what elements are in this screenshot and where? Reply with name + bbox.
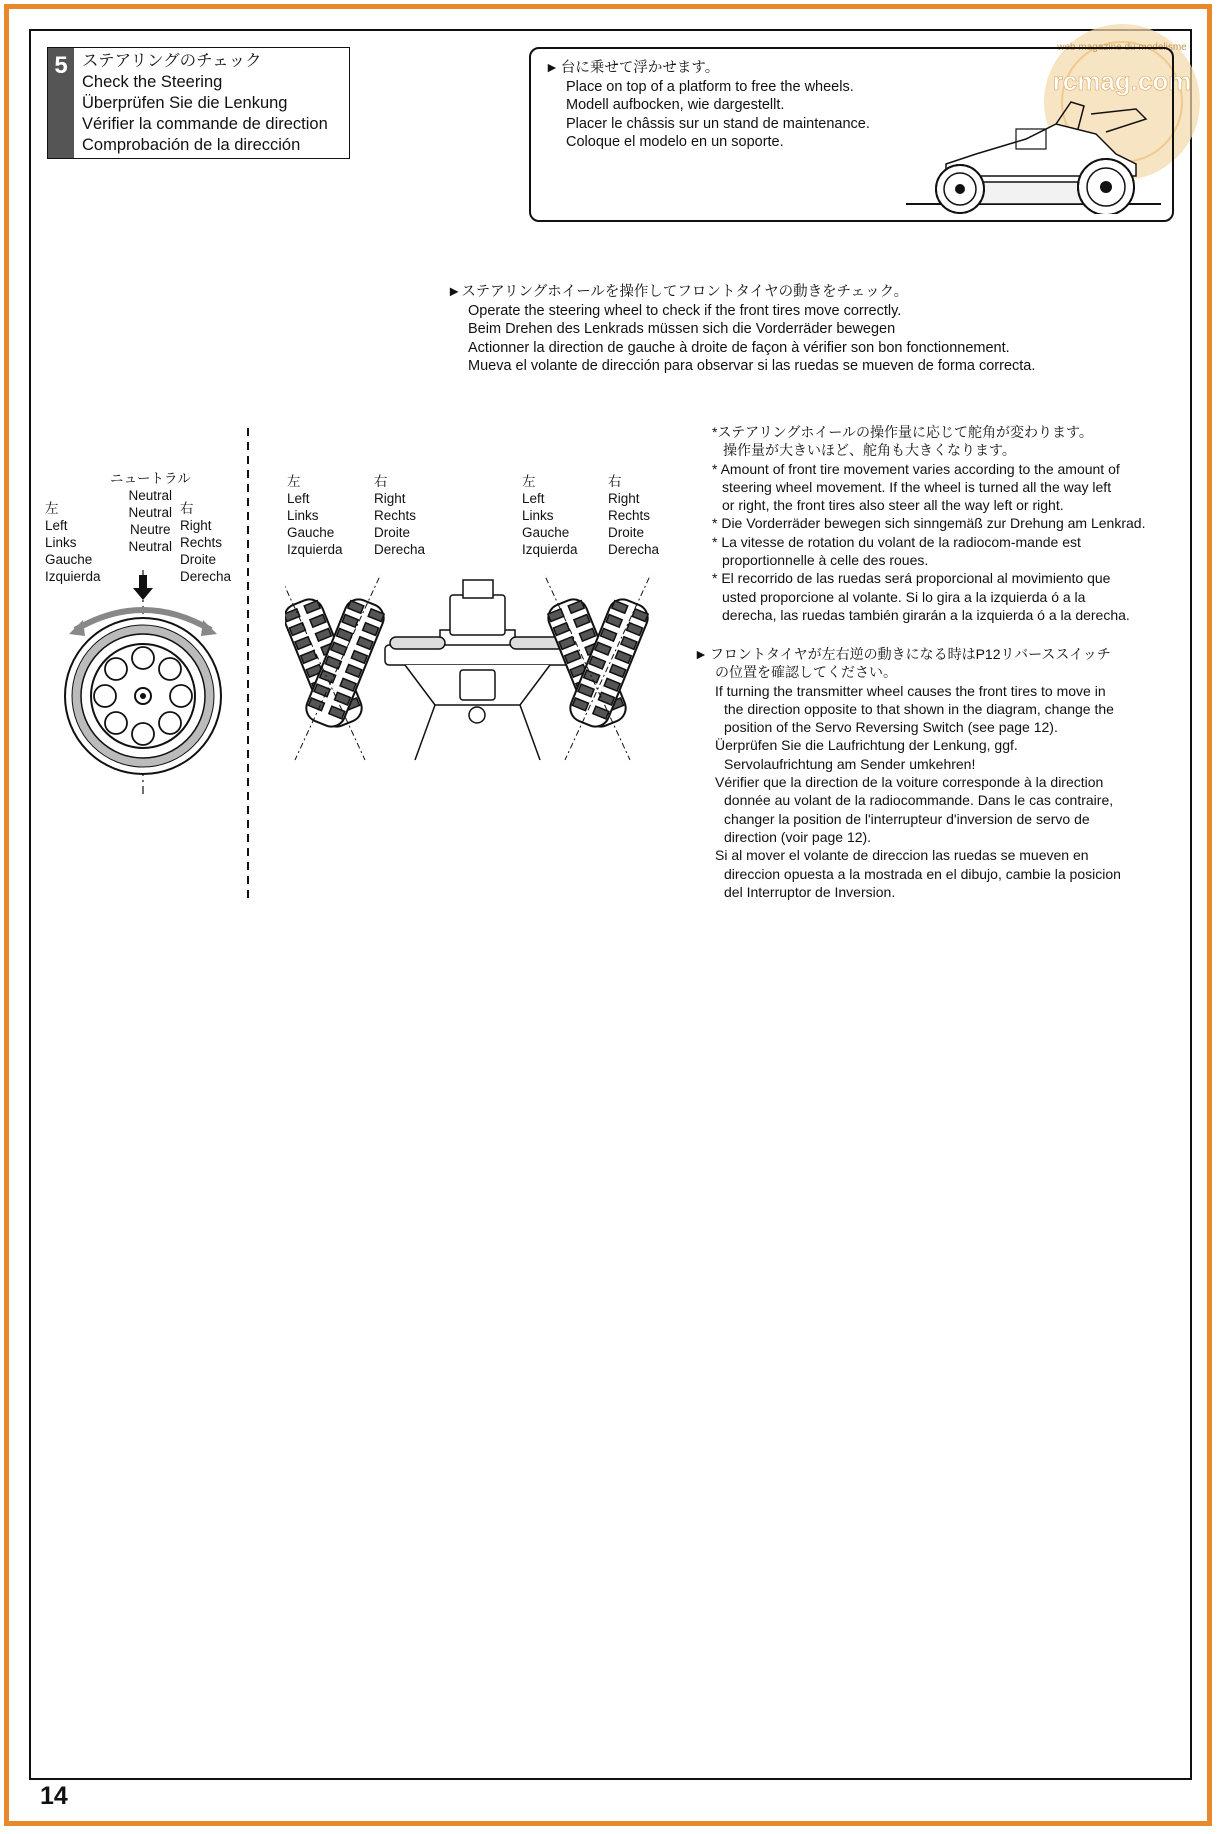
separator-line — [245, 428, 251, 898]
note-es-1: * El recorrido de las ruedas será proporcional al movimiento que — [712, 570, 1111, 587]
watermark-text: rcmag.com — [1052, 66, 1192, 96]
watermark-subtext: web magazine du modelisme — [1057, 42, 1187, 53]
reverse-en-1: If turning the transmitter wheel causes the front tires to move in — [715, 682, 1106, 699]
note-fr-1: * La vitesse de rotation du volant de la radiocom-mande est — [712, 533, 1081, 550]
step-title-es: Comprobación de la dirección — [82, 136, 301, 154]
steering-line-de: Beim Drehen des Lenkrads müssen sich die Vorderräder bewegen — [468, 321, 896, 337]
reverse-switch-note — [694, 645, 1121, 901]
reverse-de-2: Servolaufrichtung am Sender umkehren! — [724, 755, 976, 772]
platform-text — [545, 58, 870, 152]
steering-line-en: Operate the steering wheel to check if the front tires move correctly. — [468, 302, 902, 319]
reverse-fr-3: changer la position de l'interrupteur d'inversion de servo de — [724, 810, 1090, 827]
step-title-fr: Vérifier la commande de direction — [82, 115, 328, 133]
steering-line-fr: Actionner la direction de gauche à droite de façon à vérifier son bon fonctionnement. — [468, 339, 1010, 356]
step-title-en: Check the Steering — [82, 73, 223, 91]
front-tires-diagram — [285, 575, 670, 765]
note-en-1: * Amount of front tire movement varies according to the amount of — [712, 460, 1120, 477]
step-header — [47, 47, 350, 159]
reverse-fr-4: direction (voir page 12). — [724, 828, 872, 845]
steering-line-ja: ステアリングホイールを操作してフロントタイヤの動きをチェック。 — [461, 284, 909, 300]
arrow-icon: ► — [447, 284, 462, 300]
platform-line-fr: Placer le châssis sur un stand de maintenance. — [566, 115, 870, 132]
reverse-ja-1: フロントタイヤが左右逆の動きになる時はP12リバーススイッチ — [709, 646, 1111, 662]
step-title-ja: ステアリングのチェック — [82, 52, 262, 70]
note-en-2: steering wheel movement. If the wheel is turned all the way left — [722, 478, 1112, 495]
steering-notes — [712, 423, 1182, 624]
reverse-de-1: Üerprüfen Sie die Laufrichtung der Lenkung, ggf. — [715, 737, 1018, 754]
tires-left-label-2: 左 Left Links Gauche Izquierda — [522, 474, 578, 557]
platform-line-de: Modell aufbocken, wie dargestellt. — [566, 97, 785, 113]
reverse-fr-1: Vérifier que la direction de la voiture corresponde à la direction — [715, 774, 1104, 791]
neutral-arrow-icon — [133, 575, 153, 600]
steering-check-text — [447, 283, 1035, 376]
right-arrow-icon — [201, 620, 217, 636]
wheel-right-label: 右 Right Rechts Droite Derecha — [180, 501, 232, 584]
note-ja-1: *ステアリングホイールの操作量に応じて舵角が変わります。 — [712, 424, 1093, 440]
platform-line-ja: 台に乗せて浮かせます。 — [560, 60, 720, 76]
neutral-label: ニュートラル Neutral Neutral Neutre Neutral — [110, 471, 191, 554]
page-number: 14 — [40, 1782, 68, 1810]
platform-line-en: Place on top of a platform to free the wheels. — [566, 78, 854, 95]
tires-right-label-1: 右 Right Rechts Droite Derecha — [374, 474, 426, 557]
transmitter-wheel-diagram — [55, 570, 235, 800]
step-title-de: Überprüfen Sie die Lenkung — [82, 94, 288, 112]
reverse-es-1: Si al mover el volante de direccion las ruedas se mueven en — [715, 847, 1089, 864]
wheel-left-label: 左 Left Links Gauche Izquierda — [45, 501, 101, 584]
tires-left-label-1: 左 Left Links Gauche Izquierda — [287, 474, 343, 557]
left-arrow-icon — [69, 620, 85, 636]
car-on-stand-illustration — [906, 84, 1161, 214]
note-en-3: or right, the front tires also steer all the way left or right. — [722, 497, 1064, 514]
step-number: 5 — [48, 48, 74, 158]
steering-line-es: Mueva el volante de dirección para observar si las ruedas se mueven de forma correcta. — [468, 358, 1036, 374]
reverse-en-2: the direction opposite to that shown in the diagram, change the — [724, 700, 1114, 717]
reverse-ja-2: の位置を確認してください。 — [715, 664, 897, 681]
reverse-fr-2: donnée au volant de la radiocommande. Dans le cas contraire, — [724, 792, 1114, 809]
platform-instruction-box — [529, 47, 1174, 222]
reverse-es-2: direccion opuesta a la mostrada en el dibujo, cambie la posicion — [724, 865, 1121, 882]
platform-line-es: Coloque el modelo en un soporte. — [566, 134, 784, 150]
step-titles — [74, 48, 328, 158]
note-fr-2: proportionnelle à celle des roues. — [722, 552, 929, 569]
reverse-en-3: position of the Servo Reversing Switch (see page 12). — [724, 719, 1058, 736]
reverse-es-3: del Interruptor de Inversion. — [724, 883, 896, 900]
arrow-icon: ► — [545, 59, 561, 75]
note-de: * Die Vorderräder bewegen sich sinngemäß zur Drehung am Lenkrad. — [712, 515, 1146, 532]
note-ja-2: 操作量が大きいほど、舵角も大きくなります。 — [723, 442, 1016, 459]
tires-right-label-2: 右 Right Rechts Droite Derecha — [608, 474, 660, 557]
note-es-2: usted proporcione al volante. Si lo gira a la izquierda ó a la — [722, 588, 1086, 605]
arrow-icon: ► — [694, 646, 710, 662]
note-es-3: derecha, las ruedas también girarán a la izquierda ó a la derecha. — [722, 606, 1130, 623]
